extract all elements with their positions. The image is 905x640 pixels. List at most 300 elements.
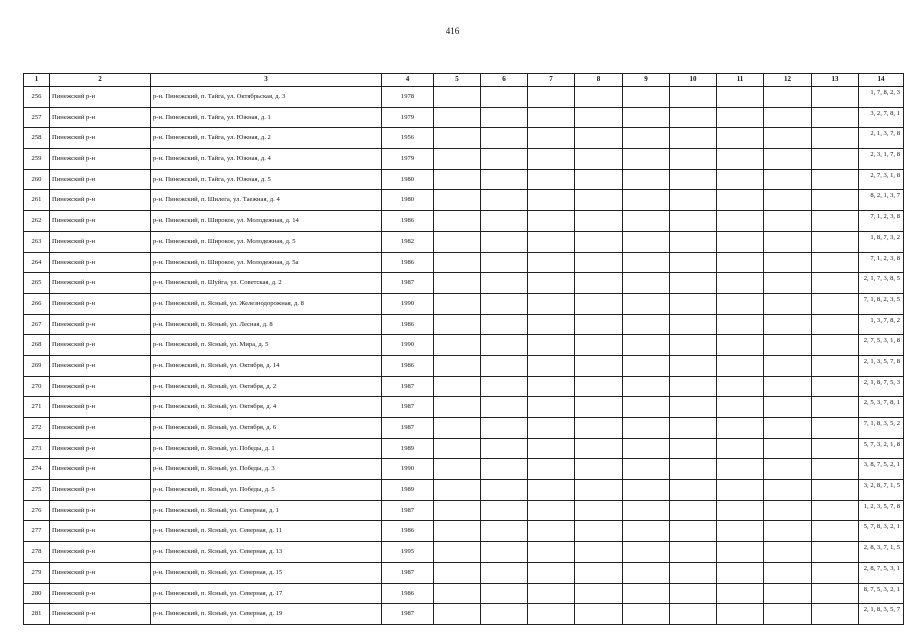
empty-cell-col-9 bbox=[623, 418, 670, 439]
empty-cell-col-9 bbox=[623, 542, 670, 563]
empty-cell-col-7 bbox=[528, 521, 575, 542]
empty-cell-col-13 bbox=[812, 583, 859, 604]
empty-cell-col-8 bbox=[575, 107, 623, 128]
empty-cell-col-13 bbox=[812, 211, 859, 232]
district-cell: Пинежский р-н bbox=[50, 583, 151, 604]
table-row bbox=[24, 418, 904, 439]
empty-cell-col-10 bbox=[670, 376, 717, 397]
empty-cell-col-6 bbox=[481, 87, 528, 108]
empty-cell-col-13 bbox=[812, 397, 859, 418]
row-number-cell: 256 bbox=[24, 87, 50, 108]
empty-cell-col-7 bbox=[528, 128, 575, 149]
table-row bbox=[24, 211, 904, 232]
district-cell: Пинежский р-н bbox=[50, 376, 151, 397]
code-cell: 7, 1, 2, 3, 8 bbox=[859, 211, 904, 232]
empty-cell-col-7 bbox=[528, 335, 575, 356]
table-row bbox=[24, 521, 904, 542]
row-number-cell: 269 bbox=[24, 355, 50, 376]
empty-cell-col-8 bbox=[575, 418, 623, 439]
district-cell: Пинежский р-н bbox=[50, 521, 151, 542]
empty-cell-col-6 bbox=[481, 252, 528, 273]
column-header-1: 1 bbox=[24, 74, 50, 87]
empty-cell-col-11 bbox=[717, 418, 764, 439]
row-number-cell: 271 bbox=[24, 397, 50, 418]
empty-cell-col-11 bbox=[717, 500, 764, 521]
empty-cell-col-5 bbox=[434, 149, 481, 170]
empty-cell-col-8 bbox=[575, 438, 623, 459]
row-number-cell: 265 bbox=[24, 273, 50, 294]
empty-cell-col-10 bbox=[670, 252, 717, 273]
code-cell: 2, 8, 3, 7, 1, 5 bbox=[859, 542, 904, 563]
empty-cell-col-5 bbox=[434, 273, 481, 294]
empty-cell-col-12 bbox=[764, 231, 812, 252]
address-cell: р-н. Пинежский, п. Ясный, ул. Победы, д. 5 bbox=[151, 480, 382, 501]
empty-cell-col-8 bbox=[575, 190, 623, 211]
empty-cell-col-12 bbox=[764, 376, 812, 397]
table-row bbox=[24, 376, 904, 397]
empty-cell-col-12 bbox=[764, 87, 812, 108]
column-header-14: 14 bbox=[859, 74, 904, 87]
empty-cell-col-10 bbox=[670, 293, 717, 314]
empty-cell-col-7 bbox=[528, 190, 575, 211]
empty-cell-col-11 bbox=[717, 376, 764, 397]
empty-cell-col-8 bbox=[575, 273, 623, 294]
empty-cell-col-12 bbox=[764, 521, 812, 542]
empty-cell-col-5 bbox=[434, 128, 481, 149]
empty-cell-col-12 bbox=[764, 562, 812, 583]
empty-cell-col-13 bbox=[812, 169, 859, 190]
empty-cell-col-6 bbox=[481, 335, 528, 356]
empty-cell-col-13 bbox=[812, 418, 859, 439]
empty-cell-col-5 bbox=[434, 293, 481, 314]
empty-cell-col-5 bbox=[434, 542, 481, 563]
empty-cell-col-7 bbox=[528, 376, 575, 397]
code-cell: 3, 8, 7, 5, 2, 1 bbox=[859, 459, 904, 480]
empty-cell-col-12 bbox=[764, 107, 812, 128]
empty-cell-col-7 bbox=[528, 211, 575, 232]
empty-cell-col-5 bbox=[434, 376, 481, 397]
district-cell: Пинежский р-н bbox=[50, 211, 151, 232]
empty-cell-col-10 bbox=[670, 107, 717, 128]
table-row bbox=[24, 459, 904, 480]
empty-cell-col-6 bbox=[481, 149, 528, 170]
district-cell: Пинежский р-н bbox=[50, 500, 151, 521]
empty-cell-col-10 bbox=[670, 418, 717, 439]
address-cell: р-н. Пинежский, п. Ясный, ул. Победы, д. 1 bbox=[151, 438, 382, 459]
empty-cell-col-8 bbox=[575, 169, 623, 190]
empty-cell-col-9 bbox=[623, 459, 670, 480]
empty-cell-col-6 bbox=[481, 355, 528, 376]
empty-cell-col-12 bbox=[764, 583, 812, 604]
column-header-3: 3 bbox=[151, 74, 382, 87]
empty-cell-col-13 bbox=[812, 500, 859, 521]
empty-cell-col-8 bbox=[575, 252, 623, 273]
column-header-4: 4 bbox=[382, 74, 434, 87]
empty-cell-col-6 bbox=[481, 542, 528, 563]
district-cell: Пинежский р-н bbox=[50, 459, 151, 480]
year-cell: 1995 bbox=[382, 542, 434, 563]
empty-cell-col-12 bbox=[764, 149, 812, 170]
table-row bbox=[24, 252, 904, 273]
empty-cell-col-12 bbox=[764, 252, 812, 273]
address-cell: р-н. Пинежский, п. Ясный, ул. Северная, д. 13 bbox=[151, 542, 382, 563]
address-cell: р-н. Пинежский, п. Тайга, ул. Южная, д. 4 bbox=[151, 149, 382, 170]
code-cell: 7, 1, 8, 3, 5, 2 bbox=[859, 418, 904, 439]
empty-cell-col-9 bbox=[623, 231, 670, 252]
empty-cell-col-10 bbox=[670, 169, 717, 190]
year-cell: 1980 bbox=[382, 190, 434, 211]
table-row bbox=[24, 335, 904, 356]
empty-cell-col-11 bbox=[717, 149, 764, 170]
empty-cell-col-10 bbox=[670, 87, 717, 108]
empty-cell-col-8 bbox=[575, 355, 623, 376]
empty-cell-col-5 bbox=[434, 500, 481, 521]
code-cell: 3, 2, 7, 8, 1 bbox=[859, 107, 904, 128]
empty-cell-col-8 bbox=[575, 376, 623, 397]
table-body bbox=[24, 87, 904, 625]
code-cell: 1, 3, 7, 8, 2 bbox=[859, 314, 904, 335]
year-cell: 1989 bbox=[382, 438, 434, 459]
year-cell: 1987 bbox=[382, 500, 434, 521]
district-cell: Пинежский р-н bbox=[50, 335, 151, 356]
row-number-cell: 257 bbox=[24, 107, 50, 128]
empty-cell-col-11 bbox=[717, 604, 764, 625]
code-cell: 2, 1, 7, 3, 8, 5 bbox=[859, 273, 904, 294]
empty-cell-col-8 bbox=[575, 583, 623, 604]
empty-cell-col-8 bbox=[575, 562, 623, 583]
empty-cell-col-13 bbox=[812, 604, 859, 625]
table-row bbox=[24, 355, 904, 376]
empty-cell-col-7 bbox=[528, 500, 575, 521]
empty-cell-col-6 bbox=[481, 500, 528, 521]
empty-cell-col-10 bbox=[670, 500, 717, 521]
empty-cell-col-7 bbox=[528, 149, 575, 170]
row-number-cell: 276 bbox=[24, 500, 50, 521]
empty-cell-col-5 bbox=[434, 314, 481, 335]
empty-cell-col-13 bbox=[812, 355, 859, 376]
address-cell: р-н. Пинежский, п. Шуйга, ул. Советская, д. 2 bbox=[151, 273, 382, 294]
empty-cell-col-13 bbox=[812, 231, 859, 252]
year-cell: 1990 bbox=[382, 335, 434, 356]
empty-cell-col-11 bbox=[717, 480, 764, 501]
empty-cell-col-8 bbox=[575, 459, 623, 480]
table-row bbox=[24, 231, 904, 252]
empty-cell-col-11 bbox=[717, 521, 764, 542]
empty-cell-col-13 bbox=[812, 190, 859, 211]
empty-cell-col-11 bbox=[717, 459, 764, 480]
empty-cell-col-11 bbox=[717, 438, 764, 459]
empty-cell-col-11 bbox=[717, 355, 764, 376]
empty-cell-col-12 bbox=[764, 418, 812, 439]
address-cell: р-н. Пинежский, п. Ясный, ул. Победы, д. 3 bbox=[151, 459, 382, 480]
empty-cell-col-7 bbox=[528, 583, 575, 604]
empty-cell-col-5 bbox=[434, 211, 481, 232]
empty-cell-col-10 bbox=[670, 211, 717, 232]
empty-cell-col-8 bbox=[575, 314, 623, 335]
empty-cell-col-6 bbox=[481, 562, 528, 583]
empty-cell-col-9 bbox=[623, 438, 670, 459]
empty-cell-col-11 bbox=[717, 231, 764, 252]
column-header-10: 10 bbox=[670, 74, 717, 87]
empty-cell-col-6 bbox=[481, 107, 528, 128]
column-header-11: 11 bbox=[717, 74, 764, 87]
district-cell: Пинежский р-н bbox=[50, 480, 151, 501]
address-cell: р-н. Пинежский, п. Широкое, ул. Молодежная, д. 5 bbox=[151, 231, 382, 252]
empty-cell-col-10 bbox=[670, 355, 717, 376]
table-row bbox=[24, 583, 904, 604]
year-cell: 1986 bbox=[382, 583, 434, 604]
row-number-cell: 267 bbox=[24, 314, 50, 335]
empty-cell-col-7 bbox=[528, 438, 575, 459]
empty-cell-col-12 bbox=[764, 500, 812, 521]
code-cell: 3, 2, 8, 7, 1, 5 bbox=[859, 480, 904, 501]
empty-cell-col-11 bbox=[717, 252, 764, 273]
empty-cell-col-9 bbox=[623, 314, 670, 335]
empty-cell-col-7 bbox=[528, 418, 575, 439]
empty-cell-col-7 bbox=[528, 542, 575, 563]
table-row bbox=[24, 438, 904, 459]
empty-cell-col-12 bbox=[764, 169, 812, 190]
code-cell: 2, 5, 3, 7, 8, 1 bbox=[859, 397, 904, 418]
empty-cell-col-7 bbox=[528, 562, 575, 583]
empty-cell-col-7 bbox=[528, 273, 575, 294]
empty-cell-col-5 bbox=[434, 335, 481, 356]
empty-cell-col-11 bbox=[717, 107, 764, 128]
empty-cell-col-12 bbox=[764, 459, 812, 480]
empty-cell-col-8 bbox=[575, 335, 623, 356]
empty-cell-col-12 bbox=[764, 293, 812, 314]
row-number-cell: 261 bbox=[24, 190, 50, 211]
column-header-5: 5 bbox=[434, 74, 481, 87]
empty-cell-col-12 bbox=[764, 128, 812, 149]
district-cell: Пинежский р-н bbox=[50, 87, 151, 108]
row-number-cell: 274 bbox=[24, 459, 50, 480]
district-cell: Пинежский р-н bbox=[50, 562, 151, 583]
housing-table bbox=[23, 73, 904, 625]
empty-cell-col-13 bbox=[812, 252, 859, 273]
district-cell: Пинежский р-н bbox=[50, 355, 151, 376]
table-row bbox=[24, 562, 904, 583]
empty-cell-col-7 bbox=[528, 604, 575, 625]
year-cell: 1987 bbox=[382, 418, 434, 439]
empty-cell-col-6 bbox=[481, 211, 528, 232]
empty-cell-col-5 bbox=[434, 418, 481, 439]
empty-cell-col-6 bbox=[481, 438, 528, 459]
empty-cell-col-5 bbox=[434, 87, 481, 108]
district-cell: Пинежский р-н bbox=[50, 149, 151, 170]
empty-cell-col-7 bbox=[528, 107, 575, 128]
district-cell: Пинежский р-н bbox=[50, 293, 151, 314]
district-cell: Пинежский р-н bbox=[50, 252, 151, 273]
address-cell: р-н. Пинежский, п. Ясный, ул. Октября, д. 14 bbox=[151, 355, 382, 376]
empty-cell-col-8 bbox=[575, 480, 623, 501]
empty-cell-col-8 bbox=[575, 604, 623, 625]
empty-cell-col-6 bbox=[481, 418, 528, 439]
empty-cell-col-10 bbox=[670, 438, 717, 459]
column-header-9: 9 bbox=[623, 74, 670, 87]
empty-cell-col-11 bbox=[717, 128, 764, 149]
code-cell: 1, 2, 3, 5, 7, 8 bbox=[859, 500, 904, 521]
empty-cell-col-12 bbox=[764, 480, 812, 501]
empty-cell-col-11 bbox=[717, 273, 764, 294]
address-cell: р-н. Пинежский, п. Тайга, ул. Октябрьская, д. 3 bbox=[151, 87, 382, 108]
table-row bbox=[24, 107, 904, 128]
row-number-cell: 263 bbox=[24, 231, 50, 252]
year-cell: 1990 bbox=[382, 459, 434, 480]
address-cell: р-н. Пинежский, п. Ясный, ул. Октября, д. 2 bbox=[151, 376, 382, 397]
empty-cell-col-6 bbox=[481, 314, 528, 335]
empty-cell-col-10 bbox=[670, 273, 717, 294]
empty-cell-col-13 bbox=[812, 438, 859, 459]
address-cell: р-н. Пинежский, п. Ясный, ул. Северная, д. 15 bbox=[151, 562, 382, 583]
empty-cell-col-13 bbox=[812, 562, 859, 583]
column-header-7: 7 bbox=[528, 74, 575, 87]
year-cell: 1986 bbox=[382, 252, 434, 273]
empty-cell-col-9 bbox=[623, 397, 670, 418]
empty-cell-col-8 bbox=[575, 128, 623, 149]
empty-cell-col-8 bbox=[575, 211, 623, 232]
table-row bbox=[24, 480, 904, 501]
empty-cell-col-10 bbox=[670, 190, 717, 211]
empty-cell-col-10 bbox=[670, 149, 717, 170]
row-number-cell: 259 bbox=[24, 149, 50, 170]
code-cell: 8, 2, 1, 3, 7 bbox=[859, 190, 904, 211]
row-number-cell: 279 bbox=[24, 562, 50, 583]
row-number-cell: 273 bbox=[24, 438, 50, 459]
empty-cell-col-12 bbox=[764, 397, 812, 418]
empty-cell-col-7 bbox=[528, 480, 575, 501]
empty-cell-col-8 bbox=[575, 397, 623, 418]
empty-cell-col-6 bbox=[481, 273, 528, 294]
empty-cell-col-12 bbox=[764, 190, 812, 211]
empty-cell-col-9 bbox=[623, 521, 670, 542]
empty-cell-col-13 bbox=[812, 542, 859, 563]
district-cell: Пинежский р-н bbox=[50, 107, 151, 128]
empty-cell-col-7 bbox=[528, 355, 575, 376]
code-cell: 5, 7, 3, 2, 1, 8 bbox=[859, 438, 904, 459]
empty-cell-col-7 bbox=[528, 252, 575, 273]
address-cell: р-н. Пинежский, п. Широкое, ул. Молодежная, д. 14 bbox=[151, 211, 382, 232]
empty-cell-col-8 bbox=[575, 149, 623, 170]
empty-cell-col-11 bbox=[717, 190, 764, 211]
row-number-cell: 281 bbox=[24, 604, 50, 625]
code-cell: 2, 7, 3, 1, 8 bbox=[859, 169, 904, 190]
year-cell: 1990 bbox=[382, 293, 434, 314]
year-cell: 1982 bbox=[382, 231, 434, 252]
year-cell: 1987 bbox=[382, 397, 434, 418]
empty-cell-col-7 bbox=[528, 293, 575, 314]
empty-cell-col-8 bbox=[575, 500, 623, 521]
year-cell: 1980 bbox=[382, 169, 434, 190]
row-number-cell: 270 bbox=[24, 376, 50, 397]
code-cell: 5, 7, 8, 3, 2, 1 bbox=[859, 521, 904, 542]
empty-cell-col-12 bbox=[764, 438, 812, 459]
address-cell: р-н. Пинежский, п. Ясный, ул. Октября, д. 6 bbox=[151, 418, 382, 439]
column-header-2: 2 bbox=[50, 74, 151, 87]
empty-cell-col-5 bbox=[434, 459, 481, 480]
table-row bbox=[24, 293, 904, 314]
empty-cell-col-9 bbox=[623, 149, 670, 170]
empty-cell-col-10 bbox=[670, 542, 717, 563]
empty-cell-col-11 bbox=[717, 314, 764, 335]
empty-cell-col-13 bbox=[812, 149, 859, 170]
column-header-6: 6 bbox=[481, 74, 528, 87]
column-header-8: 8 bbox=[575, 74, 623, 87]
table-row bbox=[24, 500, 904, 521]
empty-cell-col-9 bbox=[623, 376, 670, 397]
year-cell: 1989 bbox=[382, 480, 434, 501]
row-number-cell: 268 bbox=[24, 335, 50, 356]
district-cell: Пинежский р-н bbox=[50, 169, 151, 190]
empty-cell-col-6 bbox=[481, 190, 528, 211]
table-row bbox=[24, 273, 904, 294]
column-header-12: 12 bbox=[764, 74, 812, 87]
table-row bbox=[24, 604, 904, 625]
district-cell: Пинежский р-н bbox=[50, 438, 151, 459]
empty-cell-col-7 bbox=[528, 397, 575, 418]
empty-cell-col-5 bbox=[434, 604, 481, 625]
code-cell: 1, 7, 8, 2, 3 bbox=[859, 87, 904, 108]
year-cell: 1987 bbox=[382, 376, 434, 397]
empty-cell-col-13 bbox=[812, 87, 859, 108]
code-cell: 7, 1, 2, 3, 8 bbox=[859, 252, 904, 273]
empty-cell-col-11 bbox=[717, 293, 764, 314]
empty-cell-col-6 bbox=[481, 397, 528, 418]
empty-cell-col-13 bbox=[812, 293, 859, 314]
address-cell: р-н. Пинежский, п. Тайга, ул. Южная, д. 1 bbox=[151, 107, 382, 128]
empty-cell-col-7 bbox=[528, 87, 575, 108]
table-row bbox=[24, 87, 904, 108]
table-row bbox=[24, 397, 904, 418]
empty-cell-col-13 bbox=[812, 459, 859, 480]
header-row bbox=[24, 74, 904, 87]
row-number-cell: 272 bbox=[24, 418, 50, 439]
empty-cell-col-10 bbox=[670, 604, 717, 625]
empty-cell-col-8 bbox=[575, 293, 623, 314]
address-cell: р-н. Пинежский, п. Тайга, ул. Южная, д. 2 bbox=[151, 128, 382, 149]
code-cell: 2, 1, 8, 7, 5, 3 bbox=[859, 376, 904, 397]
empty-cell-col-8 bbox=[575, 542, 623, 563]
empty-cell-col-11 bbox=[717, 87, 764, 108]
page-number: 416 bbox=[445, 26, 460, 36]
empty-cell-col-9 bbox=[623, 211, 670, 232]
year-cell: 1979 bbox=[382, 149, 434, 170]
empty-cell-col-5 bbox=[434, 252, 481, 273]
code-cell: 8, 7, 5, 3, 2, 1 bbox=[859, 583, 904, 604]
empty-cell-col-10 bbox=[670, 583, 717, 604]
empty-cell-col-9 bbox=[623, 107, 670, 128]
empty-cell-col-5 bbox=[434, 190, 481, 211]
row-number-cell: 264 bbox=[24, 252, 50, 273]
empty-cell-col-9 bbox=[623, 335, 670, 356]
empty-cell-col-9 bbox=[623, 273, 670, 294]
address-cell: р-н. Пинежский, п. Ясный, ул. Северная, д. 19 bbox=[151, 604, 382, 625]
empty-cell-col-10 bbox=[670, 314, 717, 335]
row-number-cell: 275 bbox=[24, 480, 50, 501]
address-cell: р-н. Пинежский, п. Шилега, ул. Таежная, д. 4 bbox=[151, 190, 382, 211]
empty-cell-col-11 bbox=[717, 335, 764, 356]
address-cell: р-н. Пинежский, п. Тайга, ул. Южная, д. 5 bbox=[151, 169, 382, 190]
code-cell: 7, 1, 8, 2, 3, 5 bbox=[859, 293, 904, 314]
empty-cell-col-6 bbox=[481, 169, 528, 190]
address-cell: р-н. Пинежский, п. Ясный, ул. Октября, д. 4 bbox=[151, 397, 382, 418]
empty-cell-col-7 bbox=[528, 459, 575, 480]
empty-cell-col-13 bbox=[812, 107, 859, 128]
empty-cell-col-11 bbox=[717, 169, 764, 190]
empty-cell-col-13 bbox=[812, 480, 859, 501]
empty-cell-col-5 bbox=[434, 480, 481, 501]
empty-cell-col-5 bbox=[434, 107, 481, 128]
